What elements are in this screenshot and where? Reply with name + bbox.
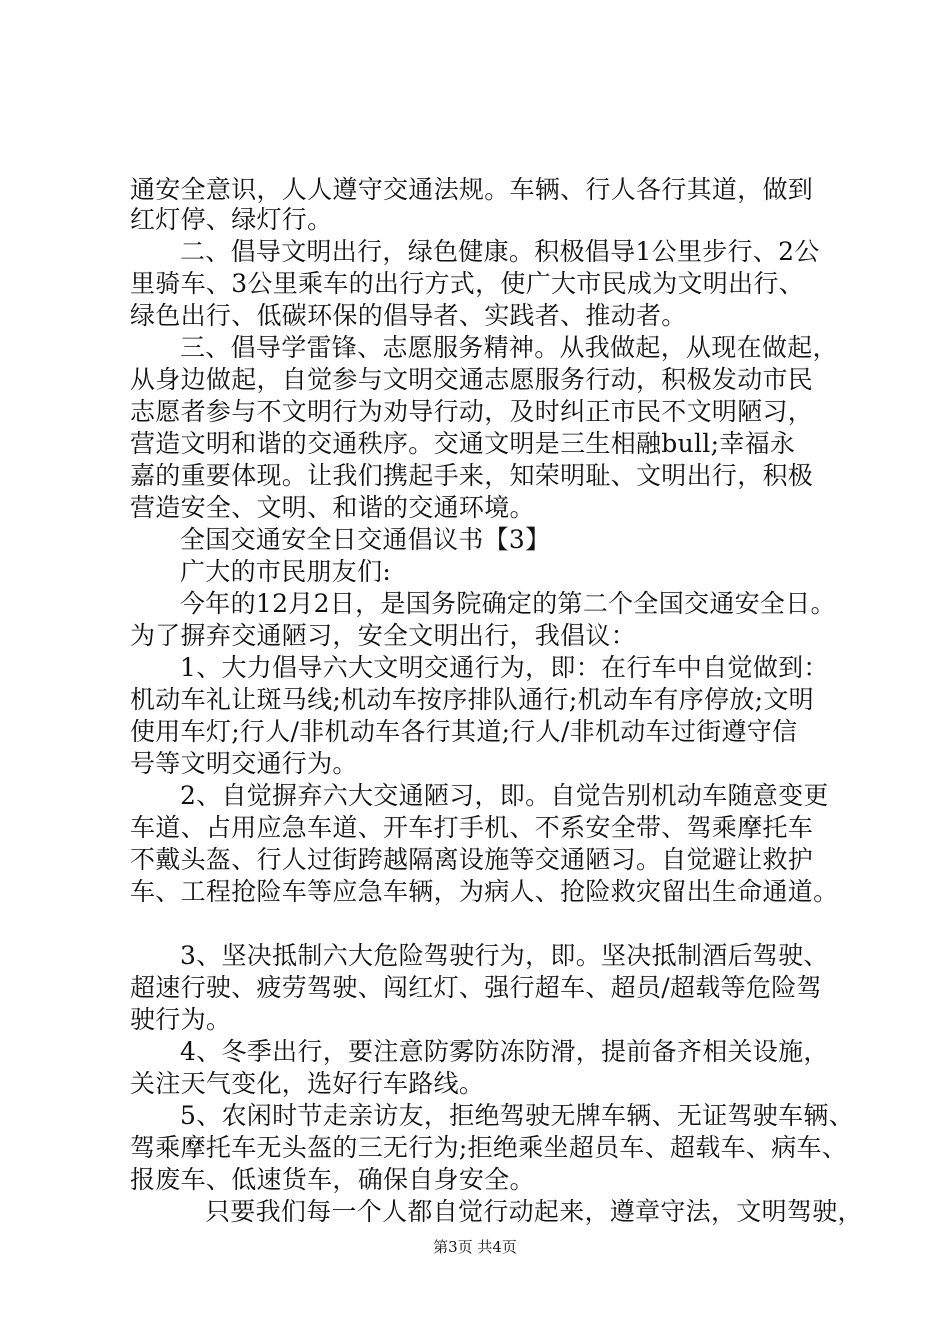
paragraph-line: 报废车、低速货车，确保自身安全。 bbox=[130, 1165, 535, 1194]
paragraph-line: 只要我们每一个人都自觉行动起来，遵章守法，文明驾驶， bbox=[205, 1197, 863, 1226]
paragraph-line: 机动车礼让斑马线;机动车按序排队通行;机动车有序停放;文明 bbox=[130, 685, 814, 714]
paragraph-line: 4、冬季出行，要注意防雾防冻防滑，提前备齐相关设施， bbox=[180, 1037, 829, 1066]
paragraph-line: 1、大力倡导六大文明交通行为，即：在行车中自觉做到： bbox=[180, 653, 829, 682]
paragraph-line: 3、坚决抵制六大危险驾驶行为，即。坚决抵制酒后驾驶、 bbox=[180, 941, 829, 970]
paragraph-line: 里骑车、3公里乘车的出行方式，使广大市民成为文明出行、 bbox=[130, 269, 805, 298]
paragraph-line: 营造安全、文明、和谐的交通环境。 bbox=[130, 493, 535, 522]
paragraph-line: 二、倡导文明出行，绿色健康。积极倡导1公里步行、2公 bbox=[180, 237, 820, 266]
paragraph-line: 超速行驶、疲劳驾驶、闯红灯、强行超车、超员/超载等危险驾 bbox=[130, 973, 822, 1002]
paragraph-line: 通安全意识，人人遵守交通法规。车辆、行人各行其道，做到 bbox=[130, 175, 814, 204]
paragraph-line: 三、倡导学雷锋、志愿服务精神。从我做起，从现在做起， bbox=[180, 333, 838, 362]
salutation: 广大的市民朋友们: bbox=[180, 557, 392, 586]
paragraph-line: 2、自觉摒弃六大交通陋习，即。自觉告别机动车随意变更 bbox=[180, 781, 829, 810]
paragraph-line: 红灯停、绿灯行。 bbox=[130, 205, 333, 234]
paragraph-line: 嘉的重要体现。让我们携起手来，知荣明耻、文明出行，积极 bbox=[130, 461, 814, 490]
paragraph-line: 关注天气变化，选好行车路线。 bbox=[130, 1069, 485, 1098]
paragraph-line: 志愿者参与不文明行为劝导行动，及时纠正市民不文明陋习， bbox=[130, 397, 814, 426]
paragraph-line: 车道、占用应急车道、开车打手机、不系安全带、驾乘摩托车 bbox=[130, 813, 814, 842]
paragraph-line: 号等文明交通行为。 bbox=[130, 749, 358, 778]
section-heading: 全国交通安全日交通倡议书【3】 bbox=[180, 525, 551, 554]
paragraph-line: 为了摒弃交通陋习，安全文明出行，我倡议： bbox=[130, 621, 637, 650]
paragraph-line: 5、农闲时节走亲访友，拒绝驾驶无牌车辆、无证驾驶车辆、 bbox=[180, 1101, 855, 1130]
paragraph-line: 不戴头盔、行人过街跨越隔离设施等交通陋习。自觉避让救护 bbox=[130, 845, 814, 874]
paragraph-line: 今年的12月2日，是国务院确定的第二个全国交通安全日。 bbox=[180, 589, 836, 618]
paragraph-line: 使用车灯;行人/非机动车各行其道;行人/非机动车过街遵守信 bbox=[130, 717, 798, 746]
paragraph-line: 从身边做起，自觉参与文明交通志愿服务行动，积极发动市民 bbox=[130, 365, 814, 394]
paragraph-line: 驶行为。 bbox=[130, 1005, 232, 1034]
paragraph-line: 驾乘摩托车无头盔的三无行为;拒绝乘坐超员车、超载车、病车、 bbox=[130, 1133, 848, 1162]
page-number-footer: 第3页 共4页 bbox=[433, 1238, 517, 1256]
paragraph-line: 绿色出行、低碳环保的倡导者、实践者、推动者。 bbox=[130, 301, 687, 330]
paragraph-line: 营造文明和谐的交通秩序。交通文明是三生相融bull;幸福永 bbox=[130, 429, 796, 458]
paragraph-line: 车、工程抢险车等应急车辆，为病人、抢险救灾留出生命通道。 bbox=[130, 877, 839, 906]
